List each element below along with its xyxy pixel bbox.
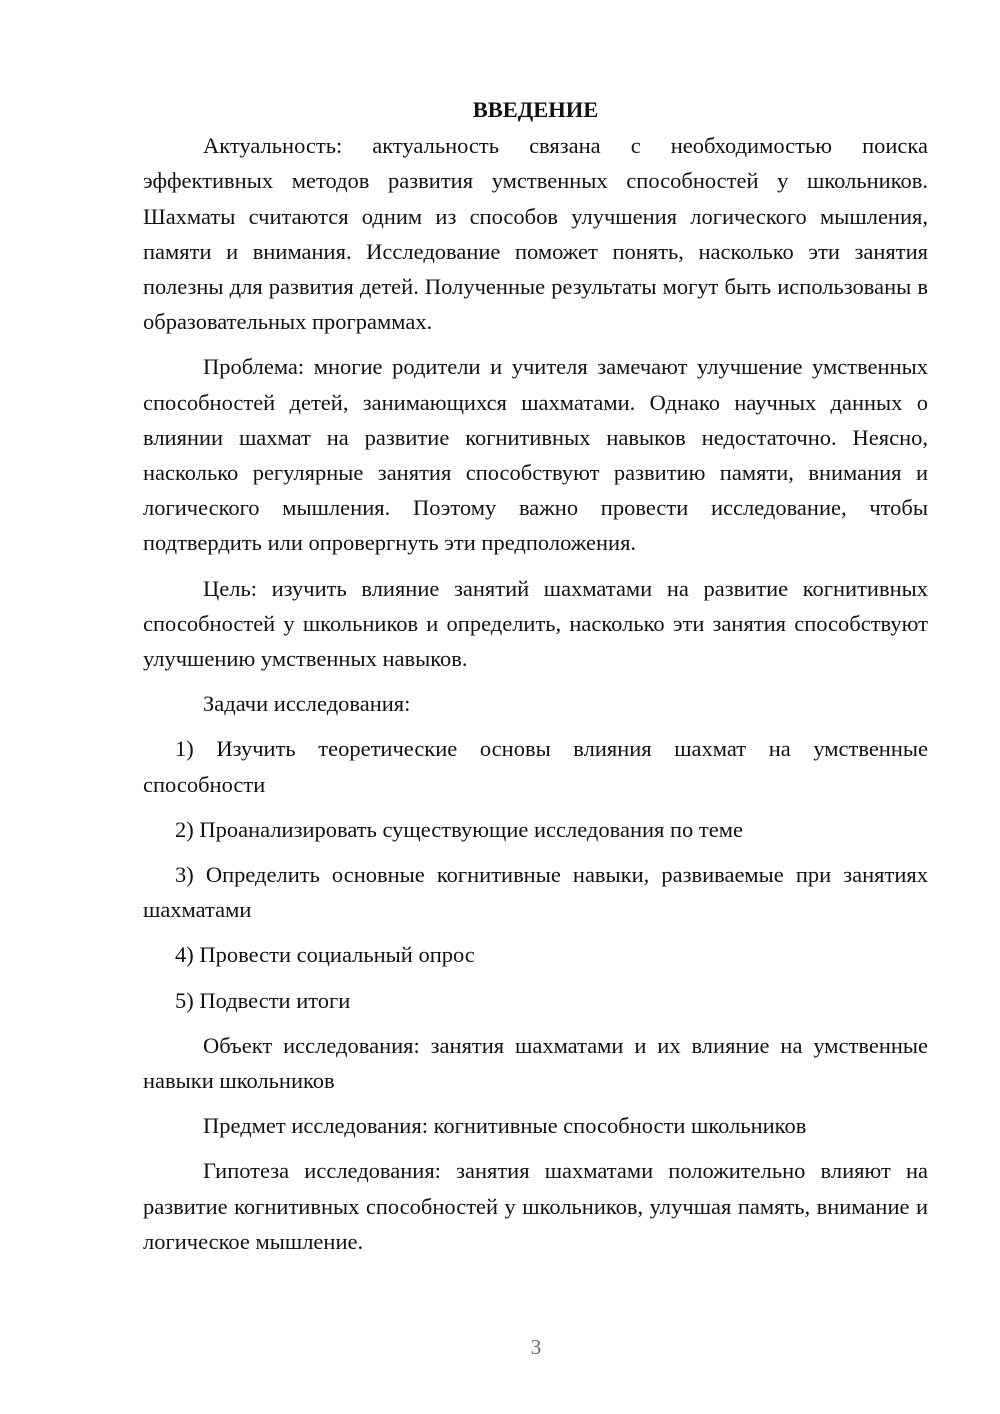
paragraph-hypothesis: Гипотеза исследования: занятия шахматами положительно влияют на развитие когнитивных способностей у школьников, улучшая память, внимание и логическое мышление. [143, 1158, 928, 1254]
task-item-1: 1) Изучить теоретические основы влияния шахмат на умственные способности [143, 736, 928, 797]
paragraph-relevance: Актуальность: актуальность связана с необходимостью поиска эффективных методов развития умственных способностей у школьников. Шахматы считаются одним из способов улучшения логического мышления, памяти и внимания. Исследование поможет понять, насколько эти занятия полезны для развития детей. Полученные результаты могут быть использованы в образовательных программах. [143, 133, 928, 335]
page-number: 3 [530, 1335, 542, 1359]
page-content [143, 92, 928, 1269]
page-title: ВВЕДЕНИЕ [472, 97, 599, 122]
paragraph-problem: Проблема: многие родители и учителя замечают улучшение умственных способностей детей, занимающихся шахматами. Однако научных данных о влиянии шахмат на развитие когнитивных навыков недостаточно. Неясно, насколько регулярные занятия способствуют развитию памяти, внимания и логического мышления. Поэтому важно провести исследование, чтобы подтвердить или опровергнуть эти предположения. [143, 354, 928, 556]
paragraph-goal: Цель: изучить влияние занятий шахматами на развитие когнитивных способностей у школьников и определить, насколько эти занятия способствуют улучшению умственных навыков. [143, 575, 928, 672]
paragraph-subject: Предмет исследования: когнитивные способности школьников [203, 1113, 807, 1139]
paragraph-object: Объект исследования: занятия шахматами и их влияние на умственные навыки школьников [143, 1032, 928, 1094]
tasks-heading: Задачи исследования: [203, 691, 411, 717]
task-item-4: 4) Провести социальный опрос [175, 942, 475, 968]
task-item-5: 5) Подвести итоги [175, 987, 351, 1013]
task-item-2: 2) Проанализировать существующие исследования по теме [175, 816, 743, 842]
task-item-3: 3) Определить основные когнитивные навыки, развиваемые при занятиях шахматами [143, 862, 928, 923]
